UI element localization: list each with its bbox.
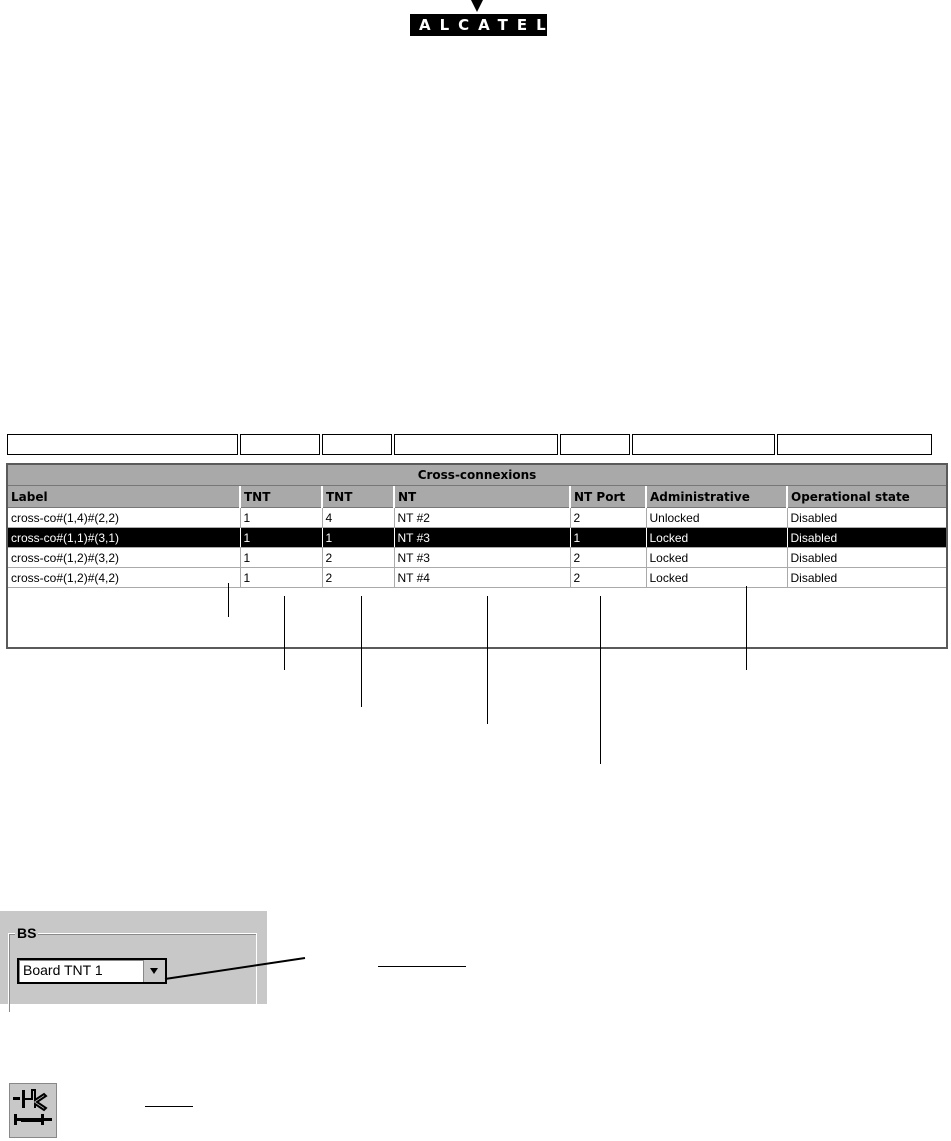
cell-label: cross-co#(1,4)#(2,2) xyxy=(8,508,240,528)
col-operational-state[interactable]: Operational state xyxy=(787,486,946,508)
cell-nt-port: 2 xyxy=(570,548,646,568)
cell-tnt-1: 1 xyxy=(240,508,322,528)
cell-label: cross-co#(1,2)#(3,2) xyxy=(8,548,240,568)
col-nt-port[interactable]: NT Port xyxy=(570,486,646,508)
col-label[interactable]: Label xyxy=(8,486,240,508)
cell-nt-port: 2 xyxy=(570,508,646,528)
cell-administrative: Locked xyxy=(646,568,787,588)
cell-administrative: Unlocked xyxy=(646,508,787,528)
cell-tnt-2: 2 xyxy=(322,568,394,588)
cell-administrative: Locked xyxy=(646,548,787,568)
col-tnt-1[interactable]: TNT xyxy=(240,486,322,508)
cell-nt: NT #3 xyxy=(394,548,570,568)
cell-tnt-1: 1 xyxy=(240,548,322,568)
cell-nt-port: 2 xyxy=(570,568,646,588)
cell-tnt-1: 1 xyxy=(240,528,322,548)
col-nt[interactable]: NT xyxy=(394,486,570,508)
cell-operational-state: Disabled xyxy=(787,568,946,588)
callout-line-board xyxy=(165,958,305,979)
col-administrative[interactable]: Administrative xyxy=(646,486,787,508)
panel-title: Cross-connexions xyxy=(8,465,946,486)
bs-label: BS xyxy=(17,925,37,941)
cell-nt-port: 1 xyxy=(570,528,646,548)
cell-tnt-2: 1 xyxy=(322,528,394,548)
cell-nt: NT #2 xyxy=(394,508,570,528)
cell-tnt-2: 4 xyxy=(322,508,394,528)
col-tnt-2[interactable]: TNT xyxy=(322,486,394,508)
cell-administrative: Locked xyxy=(646,528,787,548)
underline-mark xyxy=(145,1106,193,1107)
board-select-value: Board TNT 1 xyxy=(23,962,103,978)
cell-label: cross-co#(1,2)#(4,2) xyxy=(8,568,240,588)
cell-tnt-2: 2 xyxy=(322,548,394,568)
cross-connect-glyph xyxy=(10,1084,56,1137)
cell-nt: NT #4 xyxy=(394,568,570,588)
cross-connect-tool-icon[interactable] xyxy=(9,1083,57,1138)
underline-mark xyxy=(378,966,466,967)
cell-operational-state: Disabled xyxy=(787,548,946,568)
logo-text: ALCATEL xyxy=(410,14,547,36)
cell-operational-state: Disabled xyxy=(787,508,946,528)
cell-nt: NT #3 xyxy=(394,528,570,548)
cell-tnt-1: 1 xyxy=(240,568,322,588)
cell-operational-state: Disabled xyxy=(787,528,946,548)
cell-label: cross-co#(1,1)#(3,1) xyxy=(8,528,240,548)
